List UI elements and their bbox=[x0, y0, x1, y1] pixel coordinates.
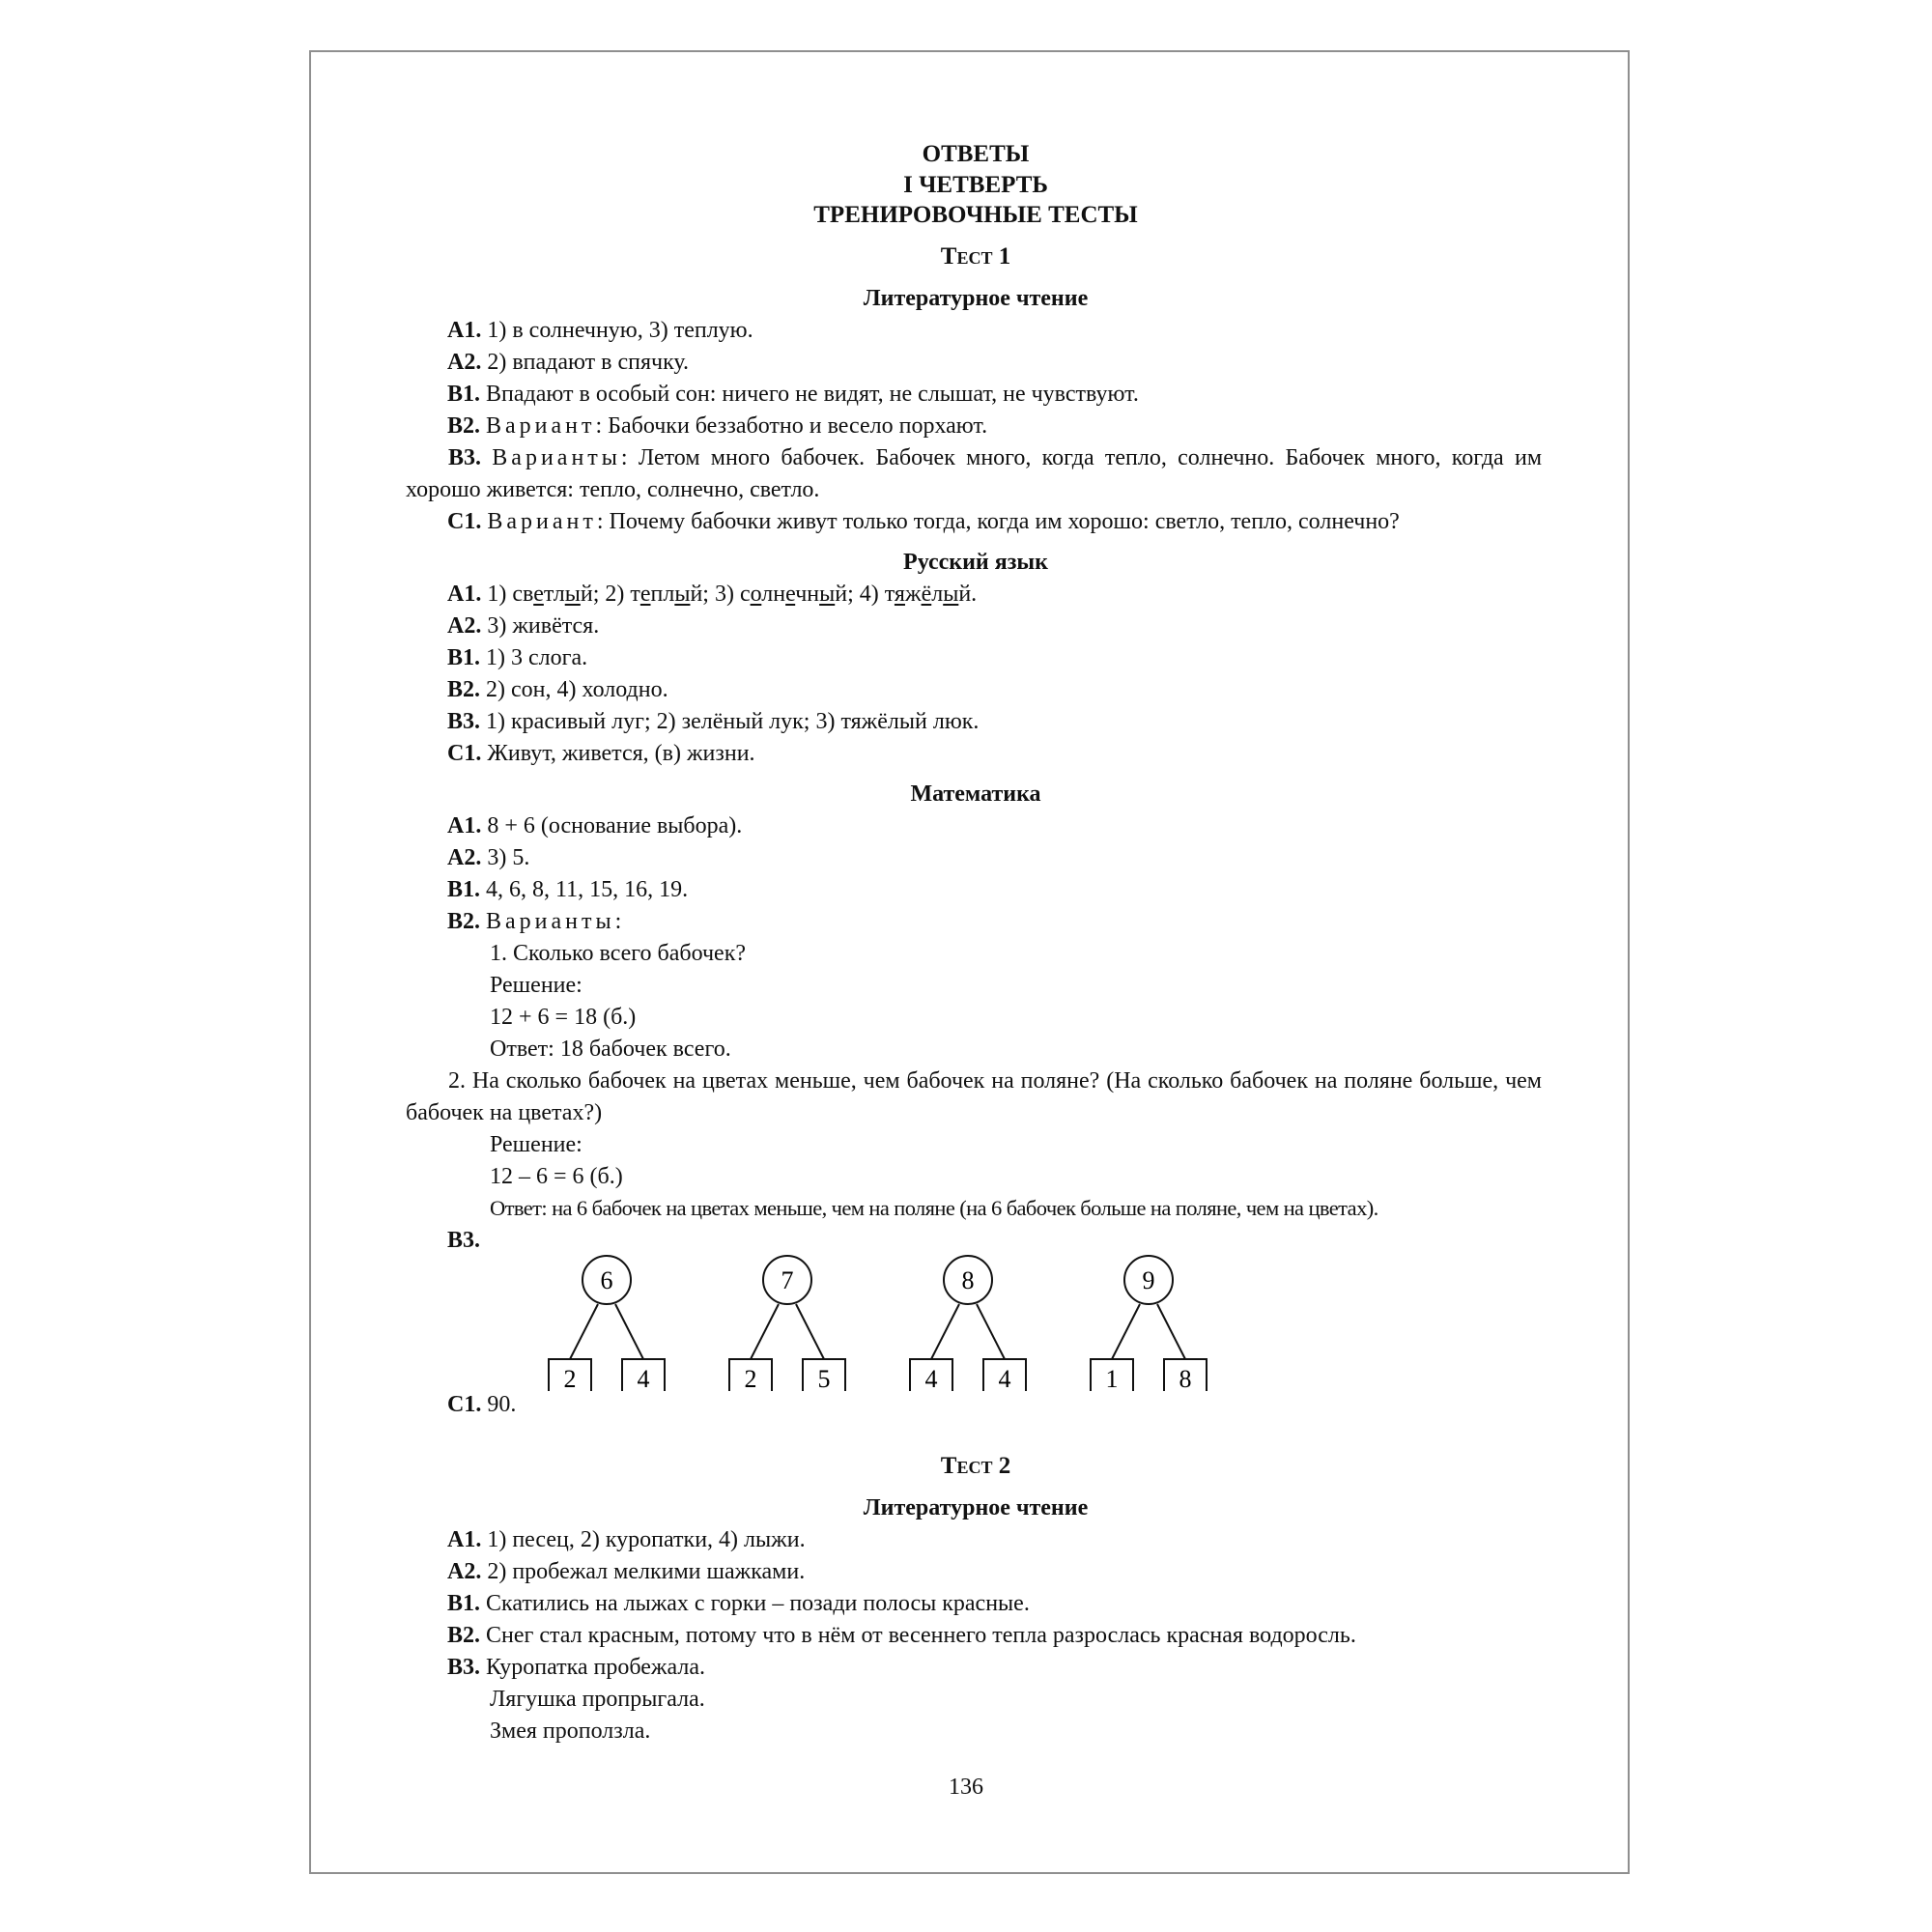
answer-text: 3) живётся. bbox=[487, 613, 600, 639]
lit-b3 bbox=[406, 442, 1542, 506]
answer-label: С1. bbox=[447, 741, 482, 766]
answer-label: В3. bbox=[447, 709, 481, 734]
tree-right-number: 5 bbox=[817, 1365, 831, 1391]
answer-label: А1. bbox=[447, 1527, 482, 1552]
answer-label: А2. bbox=[447, 350, 482, 375]
answer-text: 1) песец, 2) куропатки, 4) лыжи. bbox=[487, 1527, 806, 1552]
number-tree bbox=[549, 1256, 665, 1391]
answer-text: 1) красивый луг; 2) зелёный лук; 3) тяжёлый люк. bbox=[486, 709, 980, 734]
answer-label: В3. bbox=[448, 445, 482, 470]
rus-b2 bbox=[447, 674, 668, 705]
number-trees bbox=[541, 1251, 1217, 1391]
math-a2 bbox=[447, 842, 529, 873]
math-q1-solution: 12 + 6 = 18 (б.) bbox=[490, 1005, 637, 1030]
t2-lit-b3 bbox=[447, 1652, 705, 1683]
underlined-letter: ы bbox=[564, 582, 581, 607]
tree-top-number: 8 bbox=[961, 1266, 975, 1294]
tree-right-number: 4 bbox=[998, 1365, 1011, 1391]
answer-label: В2. bbox=[447, 413, 481, 439]
answer-text: 3) 5. bbox=[487, 845, 530, 870]
math-q1-answer: Ответ: 18 бабочек всего. bbox=[490, 1037, 731, 1062]
word-part: й; 3) с bbox=[690, 582, 751, 607]
underlined-letter: е bbox=[639, 582, 651, 607]
math-a1 bbox=[447, 810, 742, 841]
word-part: 1) св bbox=[487, 582, 534, 607]
math-q1-solution-label: Решение: bbox=[490, 973, 582, 998]
rus-b1 bbox=[447, 642, 587, 673]
word-part: пл bbox=[650, 582, 675, 607]
word-part: тл bbox=[543, 582, 565, 607]
answer-label: В1. bbox=[447, 645, 481, 670]
variant-lead: Варианты bbox=[492, 445, 621, 470]
page-title: ОТВЕТЫ bbox=[922, 141, 1030, 167]
answer-text: 1) в солнечную, 3) теплую. bbox=[487, 318, 753, 343]
quarter-title: I ЧЕТВЕРТЬ bbox=[903, 172, 1048, 198]
tree-right-number: 8 bbox=[1179, 1365, 1192, 1391]
variant-lead: Варианты bbox=[486, 909, 615, 934]
number-tree bbox=[910, 1256, 1026, 1391]
math-q2-solution: 12 – 6 = 6 (б.) bbox=[490, 1164, 623, 1189]
tree-top-number: 9 bbox=[1142, 1266, 1155, 1294]
answer-label: В3. bbox=[447, 1228, 481, 1253]
answer-label: А2. bbox=[447, 845, 482, 870]
test1-lit-heading: Литературное чтение bbox=[863, 286, 1089, 311]
answer-text: 2) пробежал мелкими шажками. bbox=[487, 1559, 806, 1584]
lit-a1 bbox=[447, 315, 753, 346]
variant-lead: Вариант bbox=[486, 413, 596, 439]
answer-label: А1. bbox=[447, 813, 482, 838]
lit-b2 bbox=[447, 411, 987, 441]
variant-lead: Вариант bbox=[487, 509, 597, 534]
answer-text: Снег стал красным, потому что в нём от весеннего тепла разрослась красная водоросль. bbox=[486, 1623, 1356, 1648]
answer-label: В2. bbox=[447, 1623, 481, 1648]
tree-left-number: 1 bbox=[1105, 1365, 1119, 1391]
page-number: 136 bbox=[949, 1775, 983, 1800]
rus-a2 bbox=[447, 611, 599, 641]
math-q2-answer: Ответ: на 6 бабочек на цветах меньше, чем на поляне (на 6 бабочек больше на поляне, чем на цветах). bbox=[490, 1196, 1378, 1220]
lit-a2 bbox=[447, 347, 689, 378]
answer-label: В1. bbox=[447, 1591, 481, 1616]
answer-text: Впадают в особый сон: ничего не видят, не слышат, не чувствуют. bbox=[486, 382, 1139, 407]
t2-lit-b2 bbox=[447, 1620, 1356, 1651]
answer-label: С1. bbox=[447, 1392, 482, 1417]
test1-math-heading: Математика bbox=[910, 781, 1041, 807]
word-part: й; 2) т bbox=[580, 582, 640, 607]
answer-label: А1. bbox=[447, 582, 482, 607]
lit-c1 bbox=[447, 506, 1400, 537]
lit-b1 bbox=[447, 379, 1139, 410]
word-part: й. bbox=[958, 582, 978, 607]
word-part: л bbox=[931, 582, 944, 607]
math-q2 bbox=[406, 1065, 1542, 1129]
number-tree bbox=[729, 1256, 845, 1391]
underlined-letter: ё bbox=[921, 582, 932, 607]
math-b2 bbox=[447, 906, 621, 937]
math-c1 bbox=[447, 1389, 516, 1420]
answer-text: 2) впадают в спячку. bbox=[487, 350, 689, 375]
underlined-letter: е bbox=[533, 582, 544, 607]
answer-text: : Почему бабочки живут только тогда, когда им хорошо: светло, тепло, солнечно? bbox=[596, 509, 1400, 534]
math-q1: 1. Сколько всего бабочек? bbox=[490, 941, 747, 966]
underlined-letter: о bbox=[750, 582, 762, 607]
answer-label: В1. bbox=[447, 877, 481, 902]
tree-left-number: 4 bbox=[924, 1365, 938, 1391]
test1-rus-heading: Русский язык bbox=[903, 550, 1048, 575]
t2-lit-b3-line2: Лягушка пропрыгала. bbox=[490, 1687, 705, 1712]
question-text: 2. На сколько бабочек на цветах меньше, чем бабочек на поляне? (На сколько бабочек на поляне больше, чем бабочек на цветах?) bbox=[406, 1068, 1542, 1125]
math-b3 bbox=[447, 1225, 480, 1256]
underlined-letter: ы bbox=[674, 582, 691, 607]
word-part: лн bbox=[761, 582, 786, 607]
tree-top-number: 7 bbox=[781, 1266, 794, 1294]
rus-c1 bbox=[447, 738, 755, 769]
t2-lit-b1 bbox=[447, 1588, 1030, 1619]
tree-right-number: 4 bbox=[637, 1365, 650, 1391]
answer-text: 4, 6, 8, 11, 15, 16, 19. bbox=[486, 877, 689, 902]
test2-lit-heading: Литературное чтение bbox=[863, 1495, 1089, 1520]
word-part: й; 4) т bbox=[835, 582, 895, 607]
word-part: чн bbox=[795, 582, 820, 607]
number-tree bbox=[1091, 1256, 1207, 1391]
rus-b3 bbox=[447, 706, 979, 737]
answer-text: : Летом много бабочек. Бабочек много, когда тепло, солнечно. Бабочек много, когда им хорошо живется: тепло, солнечно, светло. bbox=[406, 445, 1543, 502]
answer-text: : bbox=[614, 909, 622, 934]
answer-text: 8 + 6 (основание выбора). bbox=[487, 813, 743, 838]
t2-lit-a1 bbox=[447, 1524, 806, 1555]
tree-left-number: 2 bbox=[744, 1365, 757, 1391]
answer-label: А1. bbox=[447, 318, 482, 343]
underlined-letter: е bbox=[785, 582, 796, 607]
word-part: ж bbox=[904, 582, 922, 607]
underlined-letter: ы bbox=[819, 582, 836, 607]
test1-title: Тест 1 bbox=[940, 243, 1011, 270]
answer-text: 90. bbox=[487, 1392, 517, 1417]
t2-lit-a2 bbox=[447, 1556, 805, 1587]
underlined-letter: ы bbox=[943, 582, 959, 607]
math-b1 bbox=[447, 874, 688, 905]
answer-label: В2. bbox=[447, 909, 481, 934]
test2-title: Тест 2 bbox=[940, 1453, 1011, 1479]
answer-text: Живут, живется, (в) жизни. bbox=[487, 741, 755, 766]
answer-text: Куропатка пробежала. bbox=[486, 1655, 705, 1680]
answer-label: А2. bbox=[447, 1559, 482, 1584]
answer-label: В2. bbox=[447, 677, 481, 702]
tree-top-number: 6 bbox=[600, 1266, 613, 1294]
section-title: ТРЕНИРОВОЧНЫЕ ТЕСТЫ bbox=[813, 202, 1138, 228]
answer-label: В3. bbox=[447, 1655, 481, 1680]
math-q2-solution-label: Решение: bbox=[490, 1132, 582, 1157]
answer-text: 2) сон, 4) холодно. bbox=[486, 677, 668, 702]
underlined-letter: я bbox=[894, 582, 905, 607]
t2-lit-b3-line3: Змея проползла. bbox=[490, 1719, 651, 1744]
answer-label: С1. bbox=[447, 509, 482, 534]
rus-a1 bbox=[447, 579, 977, 610]
answer-text: : Бабочки беззаботно и весело порхают. bbox=[595, 413, 988, 439]
answer-text: 1) 3 слога. bbox=[486, 645, 588, 670]
answer-label: А2. bbox=[447, 613, 482, 639]
tree-left-number: 2 bbox=[563, 1365, 577, 1391]
answer-text: Скатились на лыжах с горки – позади полосы красные. bbox=[486, 1591, 1030, 1616]
answer-label: В1. bbox=[447, 382, 481, 407]
